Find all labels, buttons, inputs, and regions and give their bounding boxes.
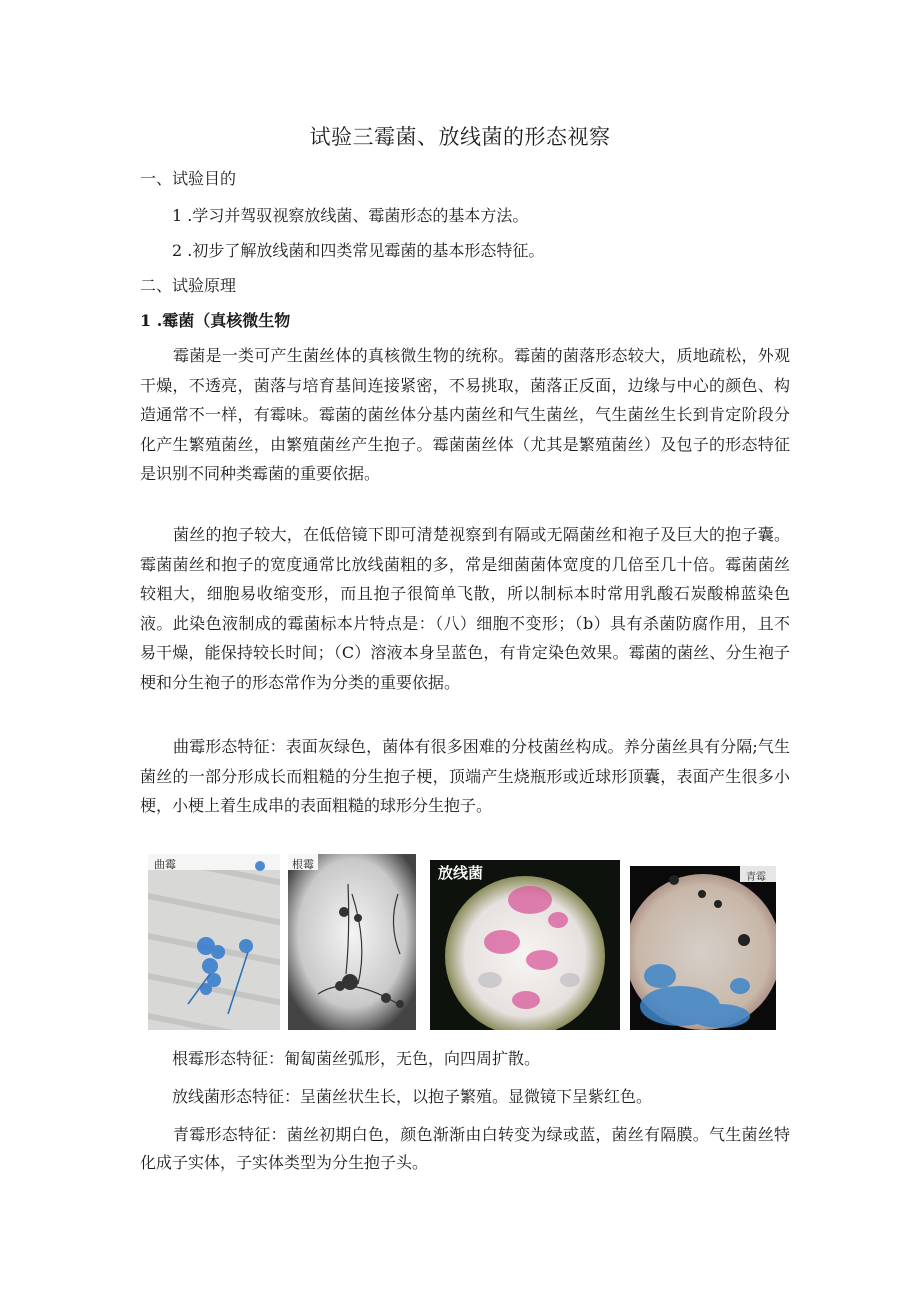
micrograph-penicillium-icon [630,866,776,1030]
purpose-item-2: 2 .初步了解放线菌和四类常见霉菌的基本形态特征。 [172,241,545,260]
paragraph-aspergillus: 曲霉形态特征：表面灰绿色，菌体有很多困难的分枝菌丝构成。养分菌丝具有分隔;气生菌丝的一部分形成长而粗糙的分生抱子梗，顶端产生烧瓶形或近球形顶囊，表面产生很多小梗，小梗上着生成串的表面粗糙的球形分生抱子。 [140,737,790,815]
section-heading-purpose: 一、试验目的 [140,169,237,188]
subsection-heading-mold: 1 .霉菌（真核微生物 [140,311,291,330]
micrograph-aspergillus-icon [148,854,280,1030]
micrograph-figure-row [146,848,776,1030]
purpose-item-1: 1 .学习并驾驭视察放线菌、霉菌形态的基本方法。 [172,206,529,225]
figure-label: 根霉 [292,858,314,871]
micrograph-actinomyces-icon [430,860,620,1030]
paragraph-actinomyces: 放线菌形态特征：呈菌丝状生长，以抱子繁殖。显微镜下呈紫红色。 [172,1087,653,1106]
paragraph-rhizopus: 根霉形态特征：匍匐菌丝弧形，无色，向四周扩散。 [172,1049,541,1068]
paragraph-penicillium: 青霉形态特征：菌丝初期白色，颜色渐渐由白转变为绿或蓝，菌丝有隔膜。气生菌丝特化成子实体，子实体类型为分生抱子头。 [140,1125,790,1172]
paragraph-mold-staining: 菌丝的抱子较大，在低倍镜下即可清楚视察到有隔或无隔菌丝和袍子及巨大的抱子囊。霉菌菌丝和抱子的宽度通常比放线菌粗的多，常是细菌菌体宽度的几倍至几十倍。霉菌菌丝较粗大，细胞易收缩变形，而且抱子很简单飞散，所以制标本时常用乳酸石炭酸棉蓝染色液。此染色液制成的霉菌标本片特点是：（八）细胞不变形；（b）具有杀菌防腐作用，且不易干燥，能保持较长时间；（C）溶液本身呈蓝色，有肯定染色效果。霉菌的菌丝、分生袍子梗和分生袍子的形态常作为分类的重要依据。 [140,525,790,692]
figure-label: 放线菌 [438,864,484,882]
micrograph-rhizopus-icon [288,854,416,1030]
figure-label: 曲霉 [154,858,176,871]
section-heading-principle: 二、试验原理 [140,276,237,295]
page-title: 试验三霉菌、放线菌的形态视察 [309,125,611,149]
figure-label: 青霉 [746,872,766,883]
paragraph-mold-intro: 霉菌是一类可产生菌丝体的真核微生物的统称。霉菌的菌落形态较大，质地疏松，外观干燥，不透亮，菌落与培育基间连接紧密，不易挑取，菌落正反面，边缘与中心的颜色、构造通常不一样，有霉味。霉菌的菌丝体分基内菌丝和气生菌丝，气生菌丝生长到肯定阶段分化产生繁殖菌丝，由繁殖菌丝产生抱子。霉菌菌丝体（尤其是繁殖菌丝）及包子的形态特征是识别不同种类霉菌的重要依据。 [140,346,790,483]
